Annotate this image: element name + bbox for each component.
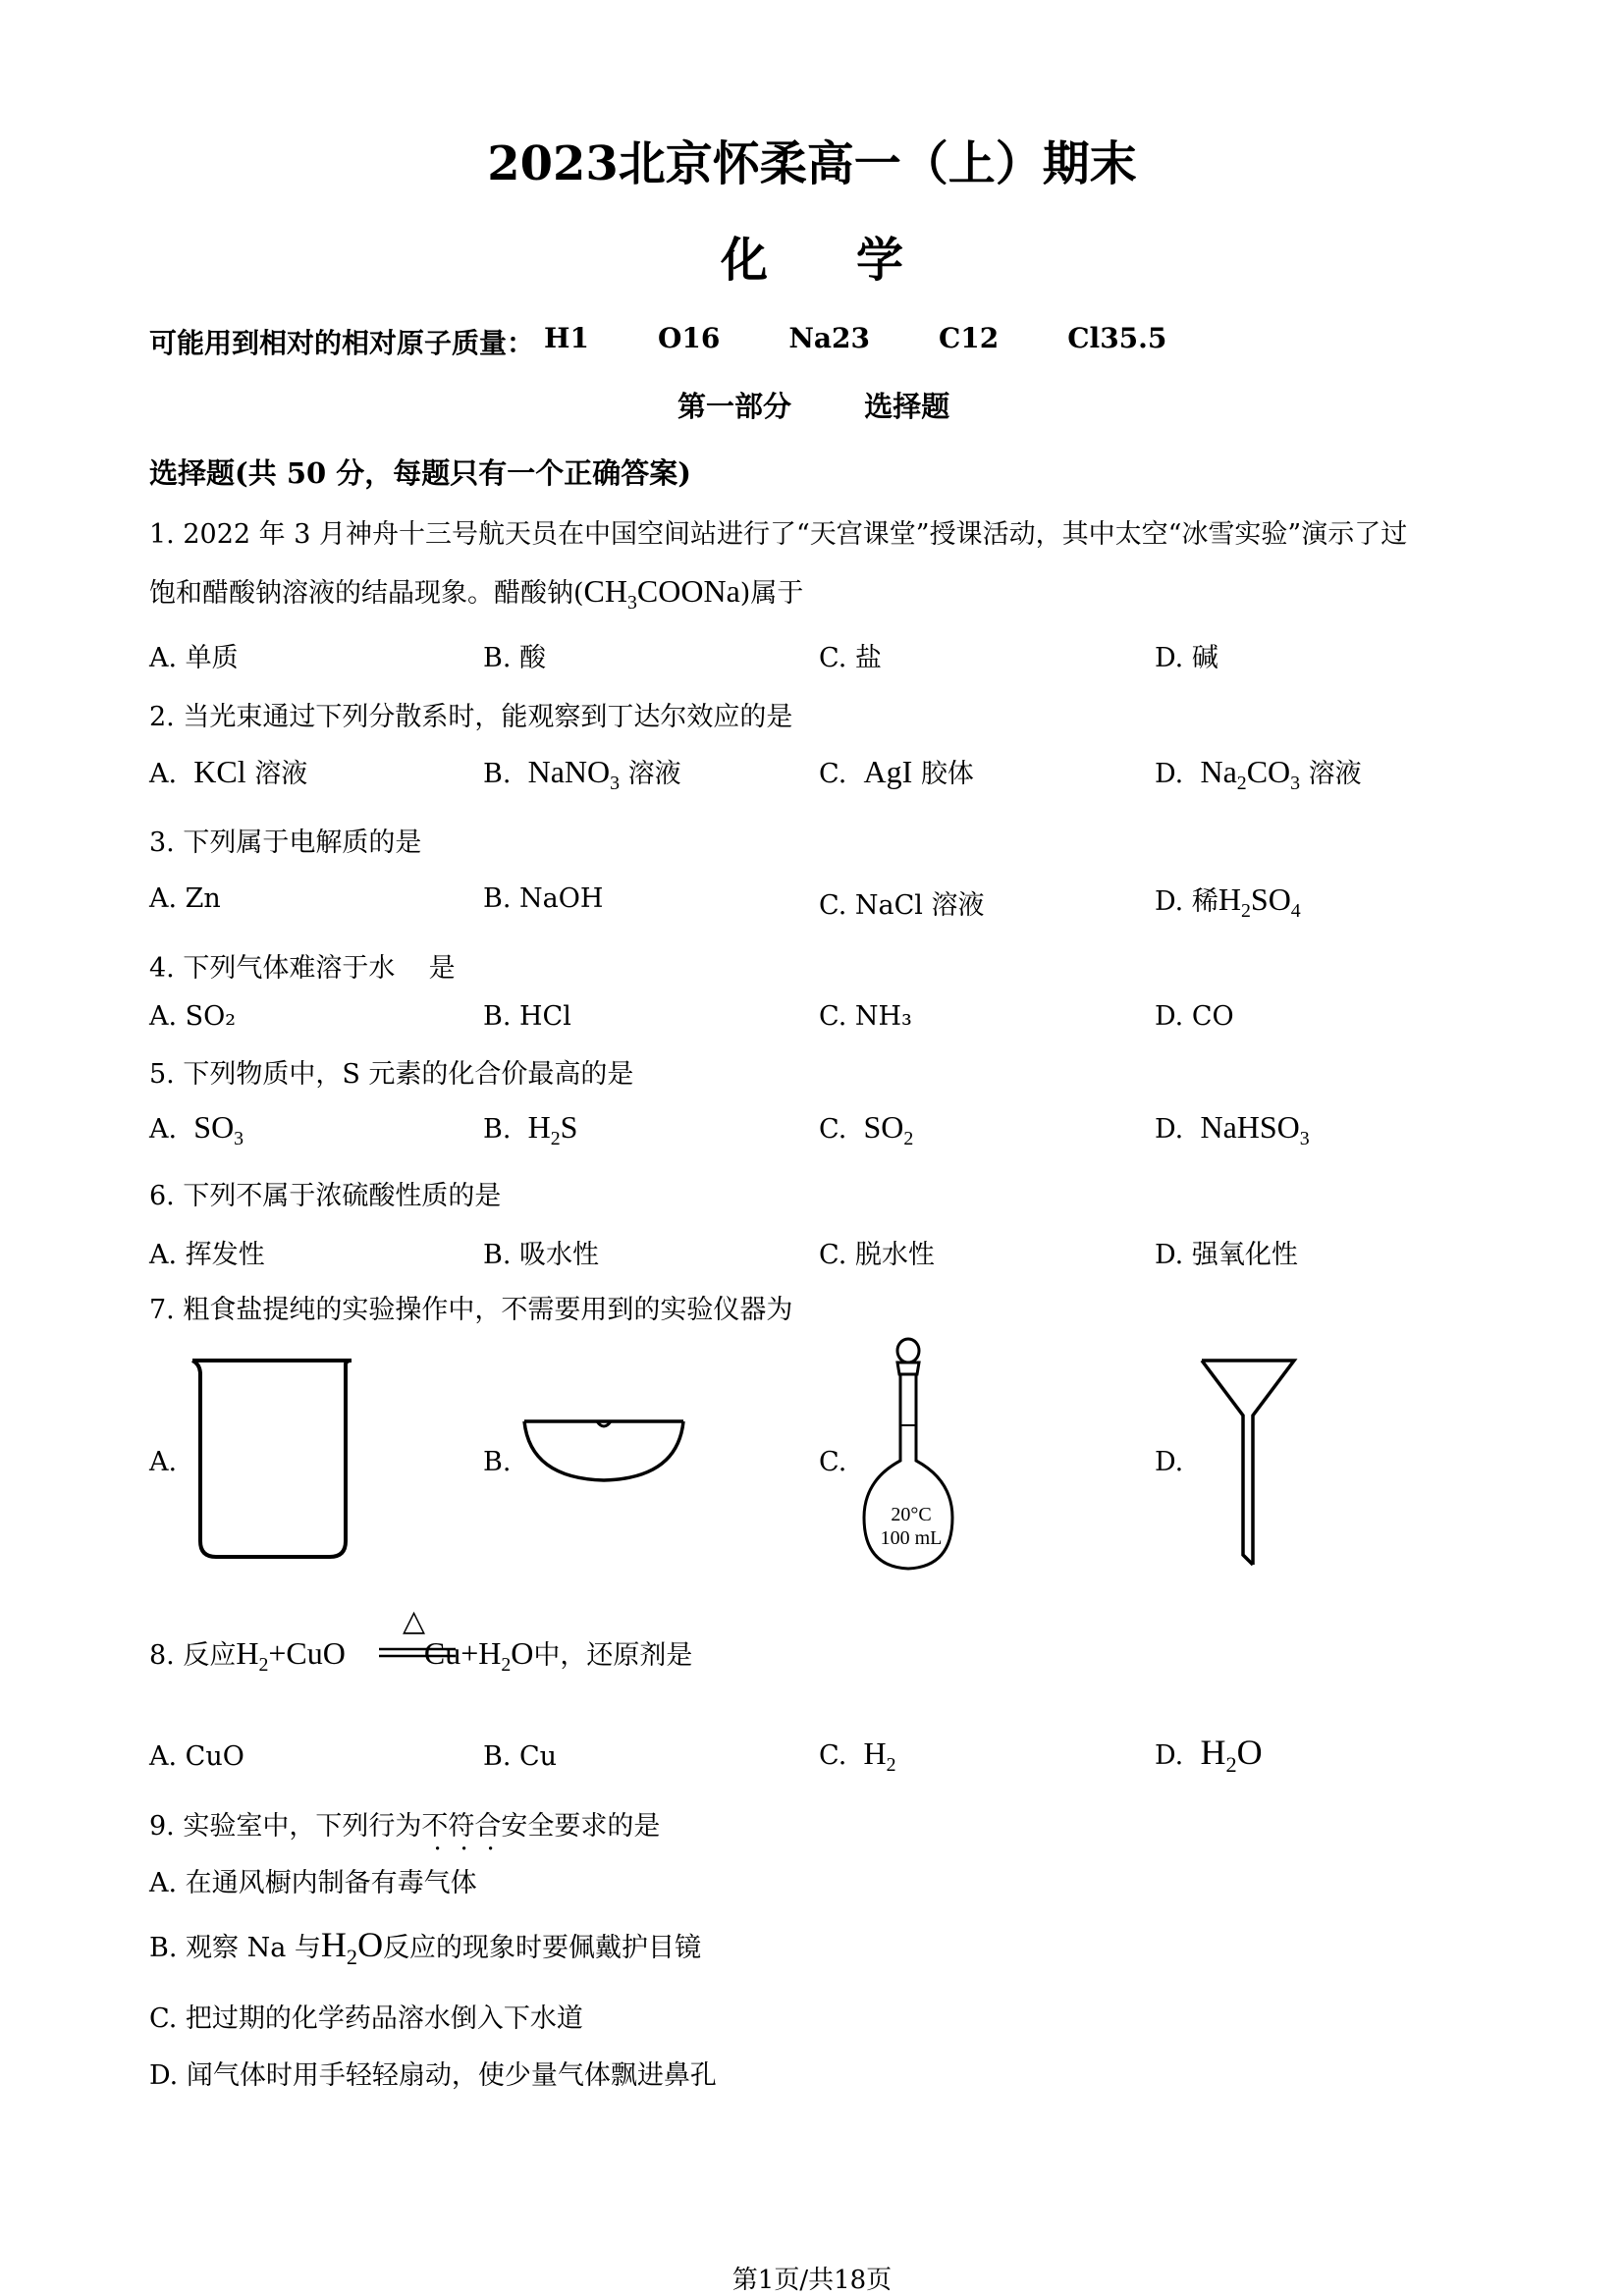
- question-2-stem: 2. 当光束通过下列分散系时，能观察到丁达尔效应的是: [149, 702, 793, 732]
- q1-option-a[interactable]: A. 单质: [149, 643, 239, 673]
- emphasis-char: 符: [448, 1811, 475, 1842]
- q3-option-b[interactable]: B. NaOH: [483, 883, 604, 914]
- part-subtitle: 选择题: [864, 390, 950, 423]
- atomic-mass-item: Na23: [788, 322, 871, 354]
- question-9-stem: 9. 实验室中，下列行为不符合安全要求的是: [149, 1811, 661, 1842]
- question-1-line-2: 饱和醋酸钠溶液的结晶现象。醋酸钠$(CH_3COONa)$属于: [149, 573, 804, 614]
- q3-option-a[interactable]: A. Zn: [149, 883, 221, 914]
- q4-option-a[interactable]: A. SO₂: [149, 1001, 237, 1032]
- q9-option-d[interactable]: D. 闻气体时用手轻轻扇动，使少量气体飘进鼻孔: [149, 2060, 717, 2091]
- emphasis-char: 不: [421, 1811, 449, 1842]
- q4-option-c[interactable]: C. NH₃: [819, 1001, 912, 1032]
- q8-option-d[interactable]: D. $H_2O$: [1155, 1733, 1263, 1777]
- q9-option-a[interactable]: A. 在通风橱内制备有毒气体: [149, 1868, 477, 1898]
- q6-option-d[interactable]: D. 强氧化性: [1155, 1240, 1298, 1270]
- atomic-mass-item: C12: [939, 322, 1000, 354]
- q6-option-b[interactable]: B. 吸水性: [483, 1240, 600, 1270]
- q2-option-b[interactable]: B. NaNO$_3$ 溶液: [483, 754, 681, 794]
- q1-option-d[interactable]: D. 碱: [1155, 643, 1218, 673]
- question-5-stem: 5. 下列物质中，S 元素的化合价最高的是: [149, 1059, 634, 1090]
- q6-option-c[interactable]: C. 脱水性: [819, 1240, 935, 1270]
- page-title: 2023北京怀柔高一（上）期末: [487, 136, 1137, 191]
- atomic-mass-line: [149, 322, 1166, 361]
- part-heading: [677, 385, 949, 425]
- q4-option-d[interactable]: D. CO: [1155, 1001, 1234, 1032]
- q7-option-c-label[interactable]: C.: [819, 1447, 847, 1477]
- question-1-line-1: 1. 2022 年 3 月神舟十三号航天员在中国空间站进行了“天宫课堂”授课活动，其中太空“冰雪实验”演示了过: [149, 519, 1408, 550]
- question-7-stem: 7. 粗食盐提纯的实验操作中，不需要用到的实验仪器为: [149, 1295, 793, 1325]
- q3-option-d[interactable]: D. 稀$H_2SO_4$: [1155, 881, 1301, 922]
- subject-title: 化学: [720, 233, 992, 288]
- q9-option-b[interactable]: B. 观察 Na 与$H_2O$反应的现象时要佩戴护目镜: [149, 1925, 702, 1969]
- heating-triangle-icon: △: [403, 1604, 426, 1638]
- beaker-icon: [187, 1355, 373, 1571]
- funnel-icon: [1198, 1355, 1306, 1571]
- evaporating-dish-icon: [520, 1414, 697, 1492]
- section-header: 选择题(共 50 分，每题只有一个正确答案): [149, 456, 691, 490]
- atomic-mass-item: O16: [657, 322, 721, 354]
- q7-option-a-label[interactable]: A.: [149, 1447, 178, 1477]
- question-6-stem: 6. 下列不属于浓硫酸性质的是: [149, 1181, 502, 1211]
- flask-volume-label: 100 mL: [880, 1527, 943, 1549]
- q3-option-c[interactable]: C. NaCl 溶液: [819, 890, 985, 921]
- q1-option-c[interactable]: C. 盐: [819, 643, 882, 673]
- atomic-mass-item: H1: [544, 322, 589, 354]
- q9-option-c[interactable]: C. 把过期的化学药品溶水倒入下水道: [149, 2003, 583, 2034]
- q2-option-d[interactable]: D. $Na_2CO_3$ 溶液: [1155, 754, 1362, 794]
- q2-option-c[interactable]: C. AgI 胶体: [819, 754, 974, 789]
- emphasis-char: 合: [474, 1811, 502, 1842]
- q2-option-a[interactable]: A. KCl 溶液: [149, 754, 308, 789]
- question-4-stem: 4. 下列气体难溶于水 是: [149, 953, 456, 984]
- question-3-stem: 3. 下列属于电解质的是: [149, 828, 422, 858]
- q7-option-b-label[interactable]: B.: [483, 1447, 512, 1477]
- formula-sodium-acetate: $CH_3COONa$: [583, 573, 740, 614]
- part-title: 第一部分: [677, 390, 792, 423]
- q8-option-b[interactable]: B. Cu: [483, 1741, 558, 1772]
- atomic-mass-item: Cl35.5: [1067, 322, 1167, 354]
- q1-option-b[interactable]: B. 酸: [483, 643, 547, 673]
- q4-option-b[interactable]: B. HCl: [483, 1001, 571, 1032]
- q7-option-d-label[interactable]: D.: [1155, 1447, 1184, 1477]
- q8-option-c[interactable]: C. $H_2$: [819, 1735, 896, 1776]
- q8-option-a[interactable]: A. CuO: [149, 1741, 244, 1772]
- q5-option-d[interactable]: D. NaHSO$_3$: [1155, 1109, 1310, 1149]
- atomic-mass-label: 可能用到相对的相对原子质量：: [149, 327, 535, 359]
- q6-option-a[interactable]: A. 挥发性: [149, 1240, 265, 1270]
- q5-option-b[interactable]: B. $H_2S$: [483, 1109, 578, 1149]
- flask-temp-label: 20°C: [891, 1504, 932, 1525]
- q5-option-a[interactable]: A. $SO_3$: [149, 1109, 244, 1149]
- page-footer: 第1页/共18页: [731, 2266, 893, 2295]
- q5-option-c[interactable]: C. $SO_2$: [819, 1109, 914, 1149]
- question-8-stem: 8. 反应$H_2+CuO$ $Cu+H_2O$中，还原剂是: [149, 1635, 693, 1676]
